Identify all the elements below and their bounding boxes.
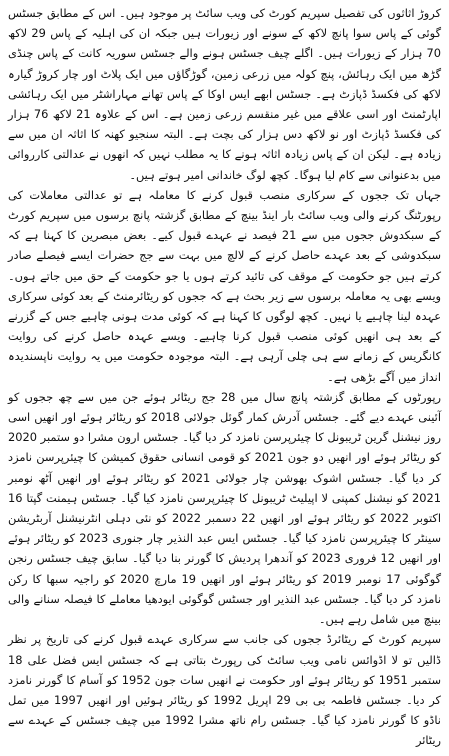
article-paragraph: کروڑ اثاثوں کی تفصیل سپریم کورٹ کی ویب سائٹ پر موجود ہیں۔ اس کے مطابق جسٹس گوئی کے پاس سوا پانچ لاکھ کے سونے اور زیورات ہیں جبکہ ان کی اہلیہ کے پاس 29 لاکھ 70 ہزار کے زیورات ہیں۔ اگلے چیف جسٹس ہونے والے جسٹس سوریہ کانت کے پاس چنڈی گڑھ میں ایک رہائش، پنچ کولہ میں زرعی زمین، گوڑگاؤں میں ایک پلاٹ اور چار کروڑ گیارہ لاکھ کی فکسڈ ڈپازٹ ہے۔ جسٹس ابھے ایس اوکا کے پاس تھانے مہاراشٹر میں ایک رہائشی اپارٹمنٹ اور اسی علاقے میں غیر منقسم زرعی زمین ہے۔ اس کے علاوہ 21 لاکھ 76 ہزار کی فکسڈ ڈپازٹ اور نو لاکھ دس ہزار کی بچت ہے۔ البتہ سنجیو کھنہ کا اثاثہ ان میں سے زیادہ ہے۔ لیکن ان کے پاس زیادہ اثاثہ ہونے کا یہ مطلب نہیں کہ انھوں نے عدالتی کارروائی میں بدعنوانی سے کام لیا ہوگا۔ کچھ لوگ خاندانی امیر ہوتے ہیں۔ bbox=[8, 6, 442, 182]
article-paragraph: رپورٹوں کے مطابق گزشتہ پانچ سال میں 28 جج ریٹائر ہوئے جن میں سے چھ ججوں کو آئینی عہدے دیے گئے۔ جسٹس آدرش کمار گوئل جولائی 2018 کو ریٹائر ہوئے اور انھیں اسی روز نیشنل گرین ٹریبونل کا چیئرپرسن نامزد کر دیا گیا۔ جسٹس ارون مشرا دو ستمبر 2020 کو ریٹائر ہوئے اور انھیں دو جون 2021 کو قومی انسانی حقوق کمیشن کا چیئرپرسن نامزد کر دیا گیا۔ جسٹس اشوک بھوشن چار جولائی 2021 کو ریٹائر ہوئے اور انھیں آٹھ نومبر 2021 کو نیشنل کمپنی لا اپیلیٹ ٹریبونل کا چیئرپرسن نامزد کیا گیا۔ جسٹس ہیمنت گپتا 16 اکتوبر 2022 کو ریٹائر ہوئے اور انھیں 22 دسمبر 2022 کو نئی دہلی انٹرنیشنل آربٹریشن سینٹر کا چیئرپرسن نامزد کیا گیا۔ جسٹس ایس عبد النذیر چار جنوری 2023 کو ریٹائر ہوئے اور انھیں 12 فروری 2023 کو آندھرا پردیش کا گورنر بنا دیا گیا۔ سابق چیف جسٹس رنجن گوگوئی 17 نومبر 2019 کو ریٹائر ہوئے اور انھیں 19 مارچ 2020 کو راجیہ سبھا کا رکن نامزد کر دیا گیا۔ جسٹس عبد النذیر اور جسٹس گوگوئی ایودھیا معاملے کا فیصلہ سنانے والی بینچ میں شامل رہے ہیں۔ bbox=[8, 389, 442, 627]
article-paragraph: جہاں تک ججوں کے سرکاری منصب قبول کرنے کا معاملہ ہے تو عدالتی معاملات کی رپورٹنگ کرنے والی ویب سائٹ بار اینڈ بینچ کے مطابق گزشتہ پانچ برسوں میں سپریم کورٹ کے سبکدوش ججوں میں سے 21 فیصد نے عہدے قبول کیے۔ بعض مبصرین کا کہنا ہے کہ سبکدوشی کے بعد عہدے حاصل کرنے کے لالچ میں بہت سے جج حضرات ایسے فیصلے صادر کرتے ہیں جو حکومت کے موقف کی تائید کرتے ہوں یا جو حکومت کے حق میں جاتے ہوں۔ ویسے بھی یہ معاملہ برسوں سے زیر بحث ہے کہ ججوں کو ریٹائرمنٹ کے بعد کوئی سرکاری عہدہ لینا چاہیے یا نہیں۔ کچھ لوگوں کا کہنا ہے کہ کوئی مدت ہونی چاہیے جس کے گزرنے کے بعد ہی انھیں کوئی منصب قبول کرنا چاہیے۔ ویسے عہدہ حاصل کرنے کی روایت کانگریس کے زمانے سے ہی چلی آرہی ہے۔ البتہ موجودہ حکومت میں یہ روایت ناپسندیدہ انداز میں آگے بڑھی ہے۔ bbox=[8, 187, 441, 384]
article-body bbox=[8, 3, 441, 751]
article-paragraph: سپریم کورٹ کے ریٹائرڈ ججوں کی جانب سے سرکاری عہدے قبول کرنے کی تاریخ پر نظر ڈالیں تو لا اڈوائس نامی ویب سائٹ کی رپورٹ بتاتی ہے کہ جسٹس ایس فضل علی 18 ستمبر 1951 کو ریٹائر ہوئے اور حکومت نے انھیں سات جون 1952 کو آسام کا گورنر نامزد کر دیا۔ جسٹس فاطمہ بی بی 29 اپریل 1992 کو ریٹائر ہوئیں اور انھیں 1997 میں تمل ناڈو کا گورنر نامزد کیا گیا۔ جسٹس رام ناتھ مشرا 1992 میں چیف جسٹس کے عہدے سے ریٹائر bbox=[8, 632, 442, 748]
